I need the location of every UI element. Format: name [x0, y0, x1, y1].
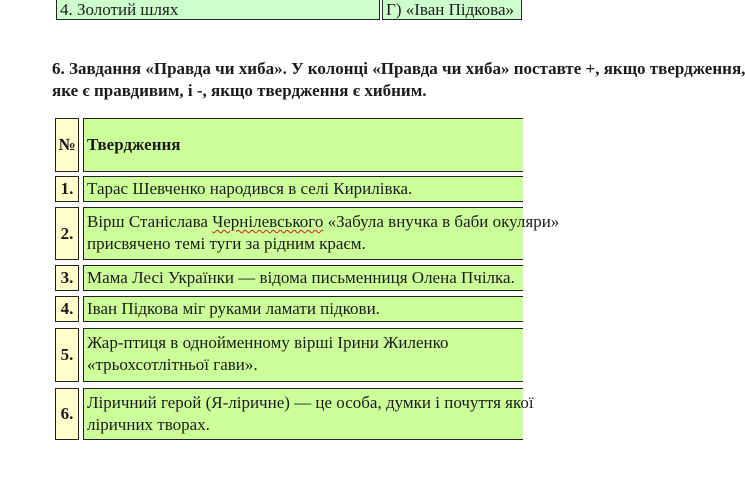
statement-text: Вірш Станіслава [87, 212, 213, 231]
row-statement [83, 265, 523, 291]
table-row [55, 207, 560, 260]
statement-line: Іван Підкова міг руками ламати підкови. [87, 299, 380, 318]
previous-table-right-cell: Г) «Іван Підкова» [382, 0, 522, 20]
row-statement [83, 296, 523, 322]
statement-line: Мама Лесі Українки — відома письменниця Олена Пчілка. [87, 268, 515, 287]
table-row [55, 328, 505, 382]
table-row [55, 176, 505, 202]
statement-line: присвячено темі туги за рідним краєм. [87, 234, 366, 253]
row-number: 1. [55, 176, 79, 202]
table-row [55, 296, 505, 322]
row-statement [83, 207, 560, 260]
task-heading-line-2: яке є правдивим, і -, якщо твердження є хибним. [52, 81, 427, 100]
row-number: 6. [55, 388, 79, 440]
table-header-row [55, 118, 505, 172]
statement-line: Тарас Шевченко народився в селі Кирилівка. [87, 179, 413, 198]
header-number-cell: № [55, 118, 79, 172]
row-number: 5. [55, 328, 79, 382]
statement-line: Ліричний герой (Я-ліричне) — це особа, думки і почуття якої [87, 393, 534, 412]
table-row [55, 265, 515, 291]
statement-line [87, 211, 560, 233]
row-statement [83, 328, 523, 382]
table-row [55, 388, 534, 440]
task-heading-line-1: 6. Завдання «Правда чи хиба». У колонці «Правда чи хиба» поставте +, якщо твердження, [52, 59, 745, 78]
previous-task-table [56, 0, 516, 22]
statement-line: ліричних творах. [87, 415, 210, 434]
statement-line: «трьохсотлітньої гави». [87, 355, 258, 374]
spellcheck-marked-word: Чернілевського [212, 212, 324, 231]
statement-line: Жар-птиця в однойменному вірші Ірини Жиленко [87, 333, 449, 352]
row-number: 3. [55, 265, 79, 291]
row-statement [83, 176, 523, 202]
row-number: 2. [55, 207, 79, 260]
previous-table-left-cell: 4. Золотий шлях [56, 0, 380, 20]
header-statement-cell: Твердження [83, 118, 523, 172]
row-number: 4. [55, 296, 79, 322]
statement-text: «Забула внучка в баби окуляри» [323, 212, 560, 231]
row-statement [83, 388, 534, 440]
